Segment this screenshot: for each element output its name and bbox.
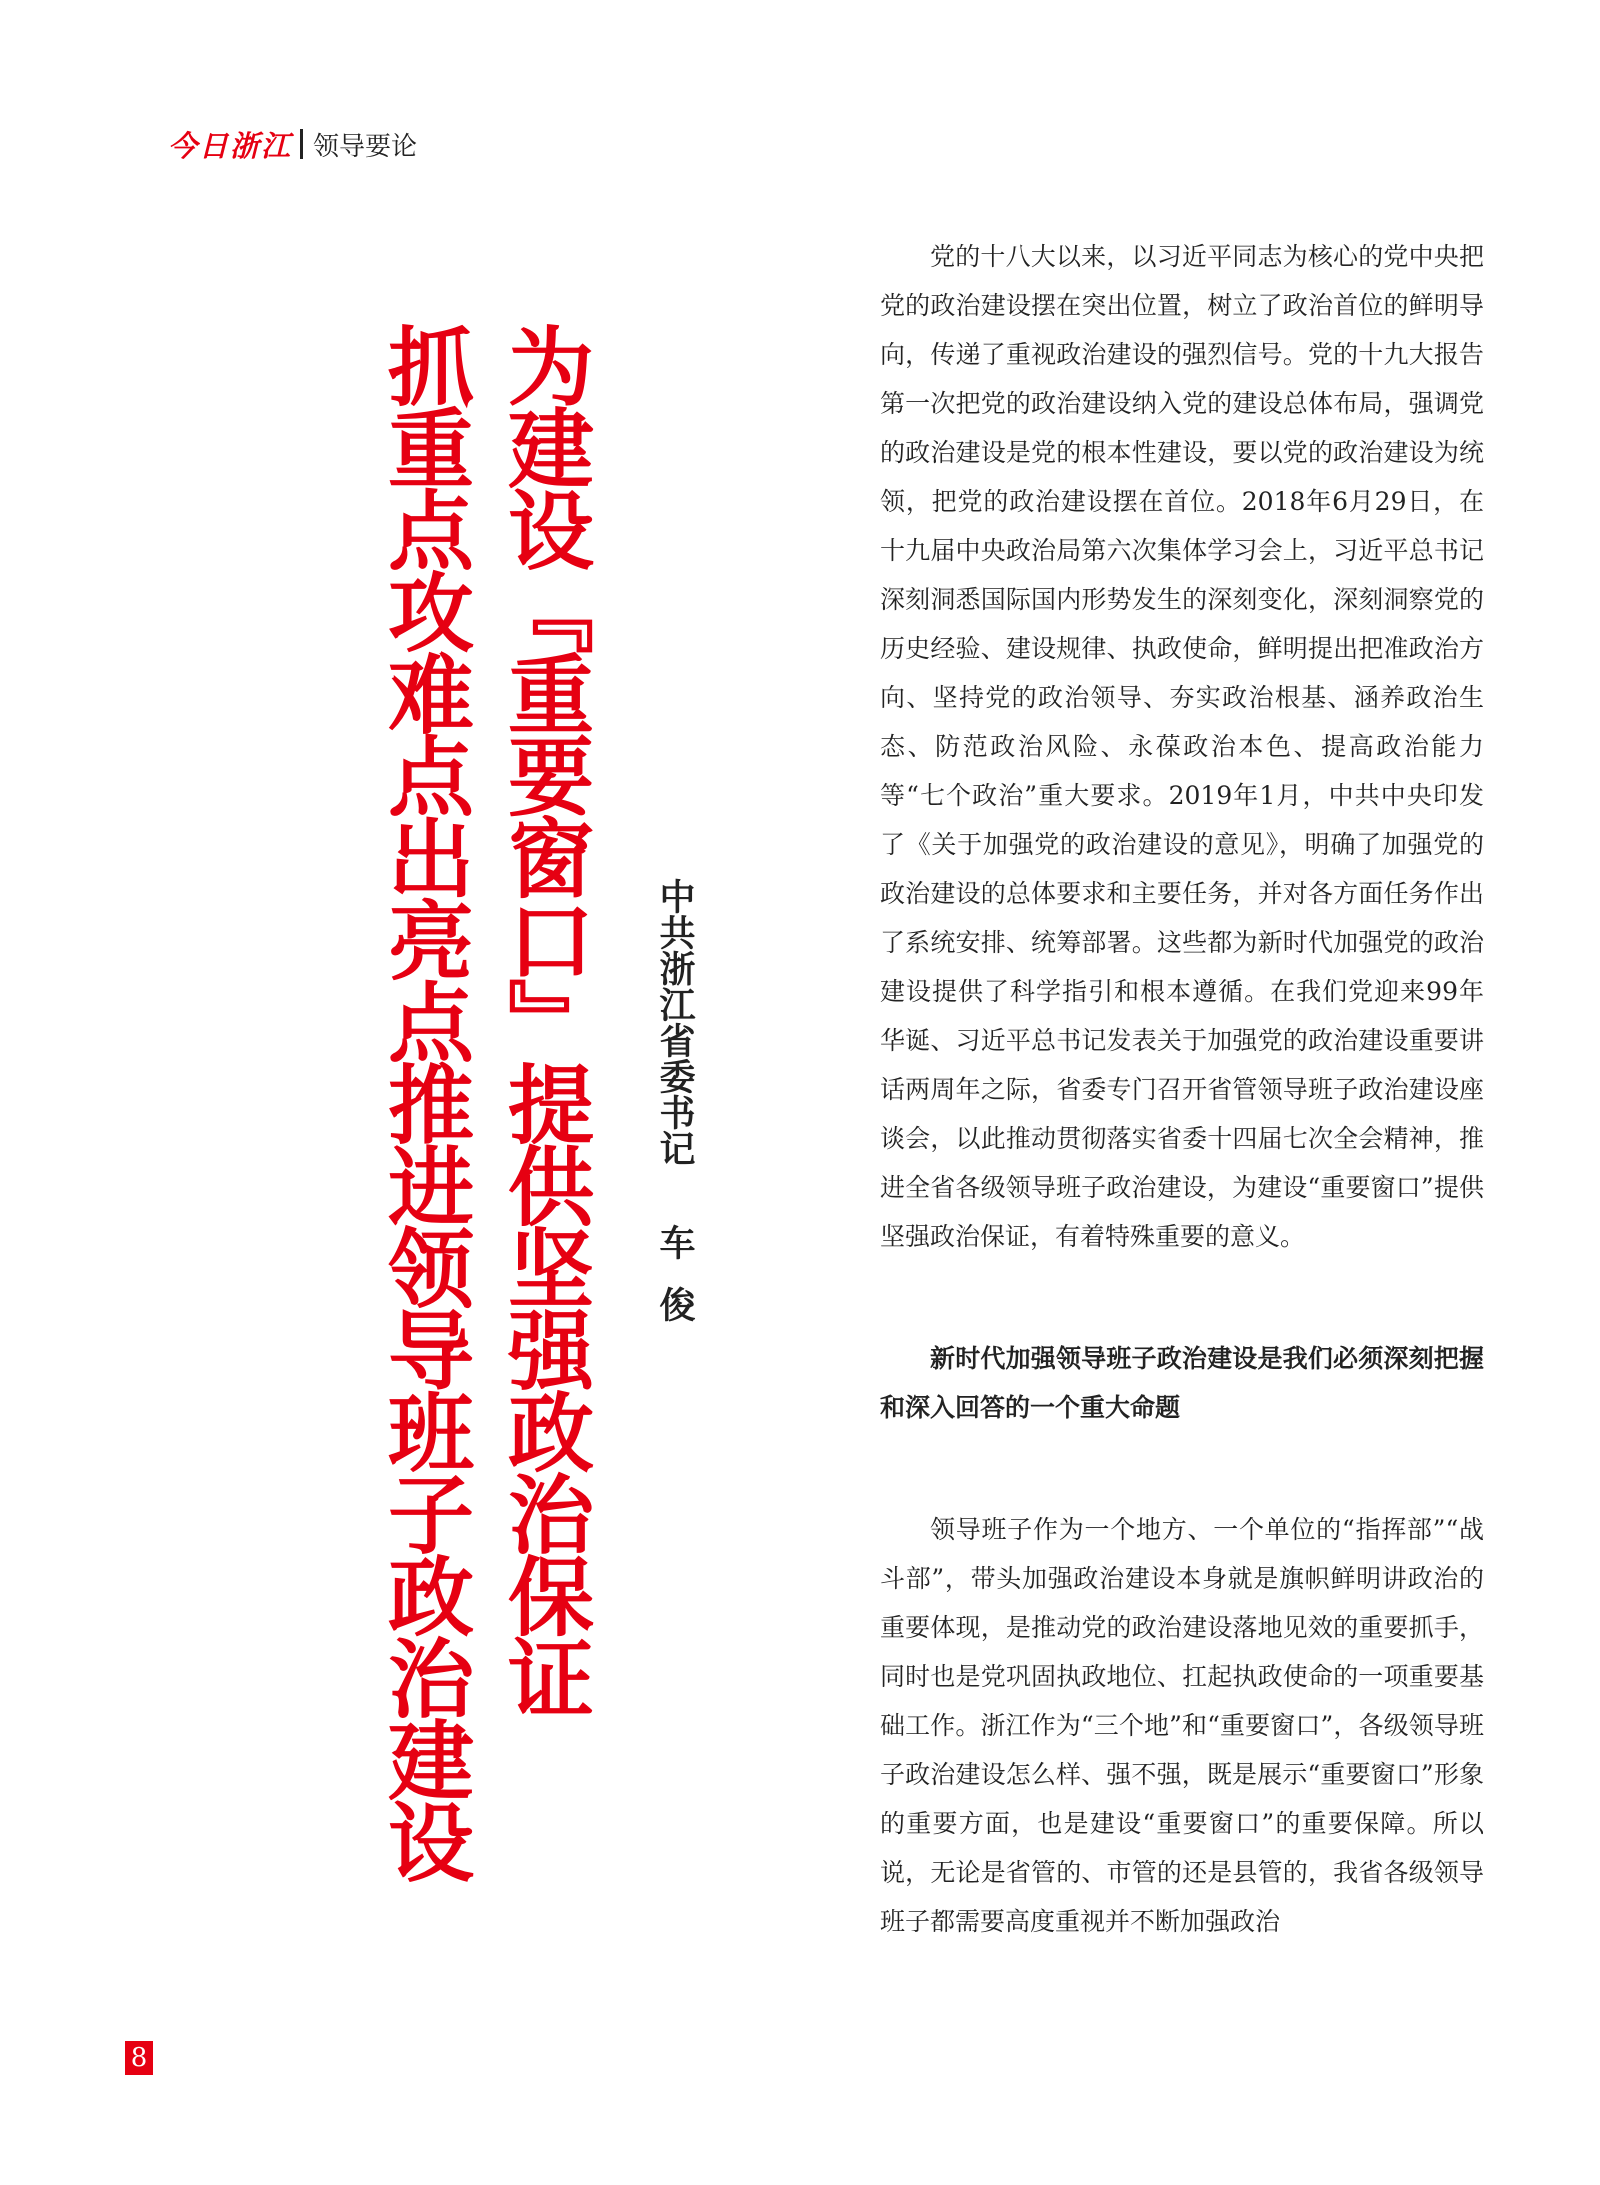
author-name: 车俊 bbox=[654, 1224, 695, 1348]
section-name: 领导要论 bbox=[313, 131, 418, 162]
header-divider bbox=[300, 129, 303, 159]
page-number: 8 bbox=[125, 2041, 153, 2075]
author-byline bbox=[654, 878, 700, 1348]
article-subheading: 新时代加强领导班子政治建设是我们必须深刻把握和深入回答的一个重大命题 bbox=[880, 1344, 1484, 1422]
article-body bbox=[880, 232, 1484, 1946]
author-position: 中共浙江省委书记 bbox=[654, 878, 695, 1166]
page-header bbox=[168, 124, 417, 164]
article-title-line-2: 抓重点攻难点出亮点推进领导班子政治建设 bbox=[373, 322, 473, 1880]
article-paragraph: 领导班子作为一个地方、一个单位的“指挥部”“战斗部”，带头加强政治建设本身就是旗帜鲜明讲政治的重要体现，是推动党的政治建设落地见效的重要抓手，同时也是党巩固执政地位、扛起执政使命的一项重要基础工作。浙江作为“三个地”和“重要窗口”，各级领导班子政治建设怎么样、强不强，既是展示“重要窗口”形象的重要方面，也是建设“重要窗口”的重要保障。所以说，无论是省管的、市管的还是县管的，我省各级领导班子都需要高度重视并不断加强政治 bbox=[880, 1515, 1484, 1936]
article-paragraph: 党的十八大以来，以习近平同志为核心的党中央把党的政治建设摆在突出位置，树立了政治首位的鲜明导向，传递了重视政治建设的强烈信号。党的十九大报告第一次把党的政治建设纳入党的建设总体布局，强调党的政治建设是党的根本性建设，要以党的政治建设为统领，把党的政治建设摆在首位。2018年6月29日，在十九届中央政治局第六次集体学习会上，习近平总书记深刻洞悉国际国内形势发生的深刻变化，深刻洞察党的历史经验、建设规律、执政使命，鲜明提出把准政治方向、坚持党的政治领导、夯实政治根基、涵养政治生态、防范政治风险、永葆政治本色、提高政治能力等“七个政治”重大要求。2019年1月，中共中央印发了《关于加强党的政治建设的意见》，明确了加强党的政治建设的总体要求和主要任务，并对各方面任务作出了系统安排、统筹部署。这些都为新时代加强党的政治建设提供了科学指引和根本遵循。在我们党迎来99年华诞、习近平总书记发表关于加强党的政治建设重要讲话两周年之际，省委专门召开省管领导班子政治建设座谈会，以此推动贯彻落实省委十四届七次全会精神，推进全省各级领导班子政治建设，为建设“重要窗口”提供坚强政治保证，有着特殊重要的意义。 bbox=[880, 242, 1484, 1251]
article-title-line-1: 为建设『重要窗口』提供坚强政治保证 bbox=[493, 322, 593, 1716]
magazine-logo: 今日浙江 bbox=[168, 128, 293, 163]
